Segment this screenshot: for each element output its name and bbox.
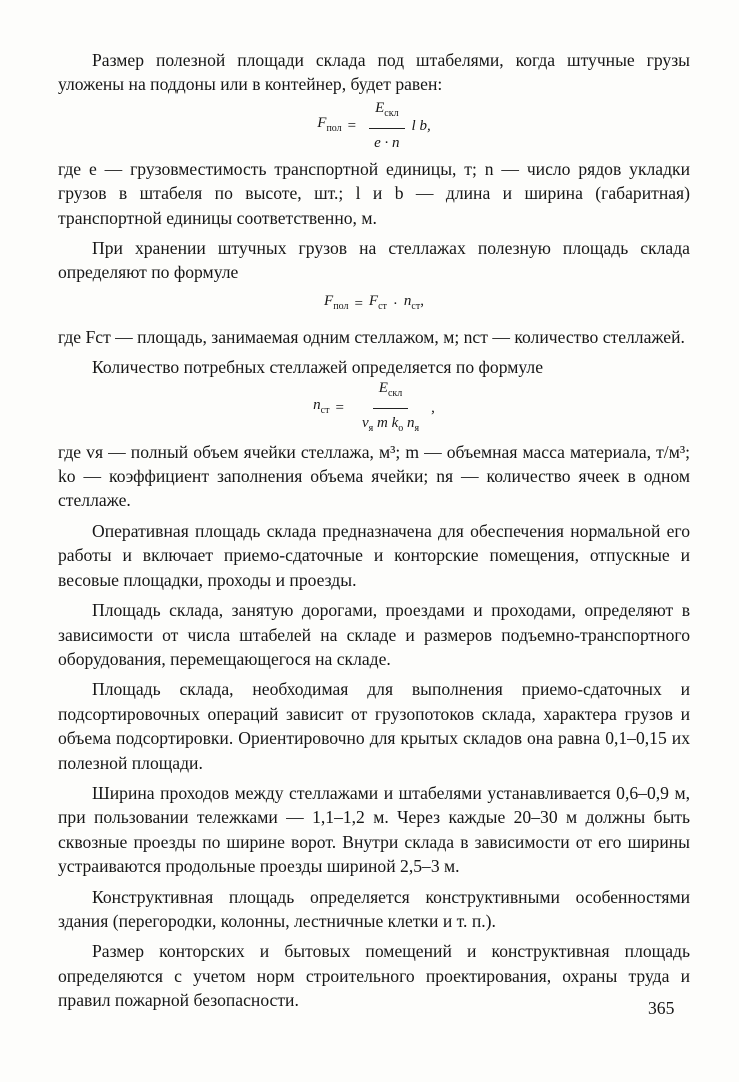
formula-useful-area-racks: $F_{пол}$ = $F_{ст}$ · $n_{ст}$, bbox=[324, 292, 424, 312]
f3-fraction: $\frac{E_{скл}}{v_я m k_о n_я}$ bbox=[356, 376, 425, 442]
paragraph-8: Конструктивная площадь определяется конструктивными особенностями здания (перегородки, колонны, лестничные клетки и т. п.). bbox=[58, 886, 690, 931]
f1-tail: l b, bbox=[411, 117, 431, 134]
paragraph-1: Размер полезной площади склада под штабелями, когда штучные грузы уложены на поддоны или в контейнер, будет равен: bbox=[58, 50, 690, 95]
body-text bbox=[58, 48, 690, 1013]
paragraph-1-explanation: где e — грузовместимость транспортной единицы, т; n — число рядов укладки грузов в штабеля по высоте, шт.; l и b — длина и ширина (габаритная) транспортной единицы соответственно, м. bbox=[58, 158, 690, 228]
paragraph-9: Размер конторских и бытовых помещений и конструктивная площадь определяются с учетом норм строительного проектирования, охраны труда и правил пожарной безопасности. bbox=[58, 941, 690, 1011]
paragraph-3: Количество потребных стеллажей определяется по формуле bbox=[92, 357, 544, 378]
paragraph-6: Площадь склада, необходимая для выполнения приемо-сдаточных и подсортировочных операций зависит от грузопотоков склада, характера грузов и объема подсортировки. Ориентировочно для крытых складов она равна 0,1–0,15 их полезной площади. bbox=[58, 679, 690, 773]
paragraph-4: Оперативная площадь склада предназначена для обеспечения нормальной его работы и включает приемо-сдаточные и конторские помещения, отпускные и весовые площадки, проходы и проезды. bbox=[58, 520, 690, 590]
paragraph-7: Ширина проходов между стеллажами и штабелями устанавливается 0,6–0,9 м, при пользовании тележками — 1,1–1,2 м. Через каждые 20–30 м должны быть сквозные проезды по ширине ворот. Внутри склада в зависимости от его ширины устраиваются продольные проезды шириной 2,5–3 м. bbox=[58, 782, 690, 877]
paragraph-2: При хранении штучных грузов на стеллажах полезную площадь склада определяют по формуле bbox=[58, 238, 690, 283]
paragraph-3-explanation: где vя — полный объем ячейки стеллажа, м³; m — объемная масса материала, т/м³; kо — коэффициент заполнения объема ячейки; nя — количество ячеек в одном стеллаже. bbox=[58, 441, 690, 511]
paragraph-2-explanation: где Fст — площадь, занимаемая одним стеллажом, м; nст — количество стеллажей. bbox=[58, 326, 685, 347]
f1-fraction: $\frac{E_{скл}}{e \cdot n}$ bbox=[368, 96, 405, 156]
formula-useful-area-stacks: $F_{пол}$ = $\frac{E_{скл}}{e \cdot n}$ l b, bbox=[58, 103, 690, 149]
paragraph-5: Площадь склада, занятую дорогами, проездами и проходами, определяют в зависимости от числа штабелей на складе и размеров подъемно-транспортного оборудования, перемещающегося на складе. bbox=[58, 600, 690, 669]
f1-lhs: $F_{пол}$ bbox=[317, 114, 342, 134]
page-number: 365 bbox=[648, 998, 675, 1018]
formula-rack-count: $n_{ст}$ = $\frac{E_{скл}}{v_я m k_о n_я}$ , bbox=[58, 386, 690, 432]
